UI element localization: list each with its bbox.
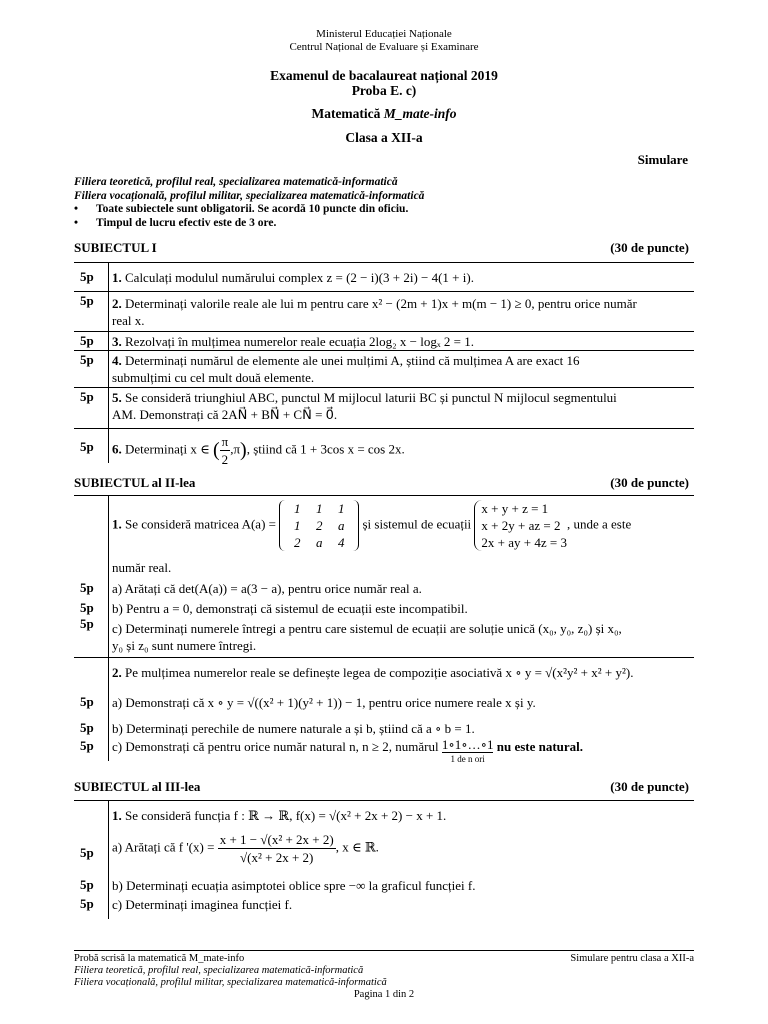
matrix-cell: 1 bbox=[316, 501, 323, 516]
rule-1-text: Toate subiectele sunt obligatorii. Se acordă 10 puncte din oficiu. bbox=[96, 203, 409, 215]
points-5: 5p bbox=[80, 389, 94, 404]
s3-q1a-end: , x ∈ ℝ. bbox=[335, 839, 379, 855]
s1-q6: 6. Determinați x ∈ ( $\frac{\pi}{2}$ ,π), știind că 1 + 3cos x = cos 2x. bbox=[112, 434, 405, 467]
points-1: 5p bbox=[80, 269, 94, 284]
matrix-cell: 1 bbox=[338, 501, 345, 516]
points-2: 5p bbox=[80, 293, 94, 308]
footer-filiera-1: Filiera teoretică, profilul real, specializarea matematică-informatică bbox=[74, 965, 364, 976]
footer-exam: Probă scrisă la matematică M_mate-info bbox=[74, 953, 245, 964]
s1-q3-text: Rezolvați în mulțimea numerelor reale ecuația 2log₂ x − logₓ 2 = 1. bbox=[125, 334, 474, 349]
exam-subject bbox=[0, 106, 768, 122]
matrix-cell: a bbox=[316, 535, 323, 550]
points-3: 5p bbox=[80, 333, 94, 348]
filiera-2: Filiera vocațională, profilul militar, specializarea matematică-informatică bbox=[74, 189, 425, 202]
exam-info bbox=[74, 176, 424, 230]
section-3-heading bbox=[74, 779, 689, 795]
divider bbox=[74, 331, 694, 332]
divider bbox=[74, 291, 694, 292]
section-1-points: (30 de puncte) bbox=[610, 240, 689, 255]
divider bbox=[74, 350, 694, 351]
system-equation: x + 2y + az = 2 bbox=[481, 518, 561, 533]
system-equation: 2x + ay + 4z = 3 bbox=[481, 535, 567, 550]
page-number: Pagina 1 din 2 bbox=[353, 989, 415, 1000]
rule-1: • Toate subiectele sunt obligatorii. Se acordă 10 puncte din oficiu. bbox=[74, 203, 409, 215]
s2-q1: 1. Se consideră matricea A(a) = 1 1 1 1 2 a 2 a 4 și sistemul de ecuații x + y + z = 1 x + 2y + az = 2 2x + ay + 4z = 3, unde a este bbox=[112, 501, 632, 550]
subject-label: Matematică bbox=[311, 106, 384, 121]
exam-class: Clasa a XII-a bbox=[345, 130, 423, 145]
s2-q1b: b) Pentru a = 0, demonstrați că sistemul de ecuații este incompatibil. bbox=[112, 601, 468, 616]
points-4: 5p bbox=[80, 352, 94, 367]
center-name: Centrul Național de Evaluare și Examinare bbox=[289, 41, 479, 53]
s2-q2c-end: nu este natural. bbox=[496, 739, 584, 754]
composition-chain: 1∘1∘…∘1 bbox=[441, 737, 494, 752]
s2-q1-intro: Se consideră matricea A(a) = bbox=[125, 516, 276, 532]
s1-q2: 2. Determinați valorile reale ale lui m pentru care x² − (2m + 1)x + m(m − 1) ≥ 0, pentru orice număr real x. bbox=[112, 296, 637, 328]
simulation-label: Simulare bbox=[637, 152, 688, 167]
points-3-1a: 5p bbox=[80, 845, 94, 860]
rule-2-text: Timpul de lucru efectiv este de 3 ore. bbox=[96, 216, 277, 229]
matrix-cell: 1 bbox=[294, 518, 301, 533]
s3-q1: 1. Se consideră funcția f : ℝ → ℝ, f(x) = √(x² + 2x + 2) − x + 1. bbox=[112, 808, 447, 823]
matrix-cell: 2 bbox=[294, 535, 301, 550]
s1-q1-text: Calculați modulul numărului complex z = (2 − i)(3 + 2i) − 4(1 + i). bbox=[125, 270, 474, 285]
section-3-title: SUBIECTUL al III-lea bbox=[74, 779, 201, 794]
section-3-box bbox=[74, 800, 694, 919]
matrix-a bbox=[279, 500, 359, 551]
filiera-1: Filiera teoretică, profilul real, specializarea matematică-informatică bbox=[74, 176, 398, 188]
section-2-points: (30 de puncte) bbox=[610, 475, 689, 490]
page-header bbox=[0, 28, 768, 54]
section-2-box bbox=[74, 495, 694, 764]
exam-title: Examenul de bacalaureat național 2019 bbox=[270, 68, 498, 83]
section-3-points: (30 de puncte) bbox=[610, 779, 689, 794]
s3-q1-text: Se consideră funcția f : ℝ → ℝ, f(x) = √(x² + 2x + 2) − x + 1. bbox=[125, 808, 447, 823]
composition-expression bbox=[442, 738, 494, 766]
divider bbox=[74, 387, 694, 388]
matrix-cell: 4 bbox=[338, 535, 345, 550]
s1-q2-text-cont: real x. bbox=[112, 313, 145, 328]
s2-q1-mid: și sistemul de ecuații bbox=[362, 516, 472, 532]
exam-proba: Proba E. c) bbox=[351, 83, 417, 98]
s3-q1b: b) Determinați ecuația asimptotei oblice spre −∞ la graficul funcției f. bbox=[112, 878, 476, 893]
s1-q6-text: Determinați x ∈ bbox=[125, 441, 210, 457]
s1-q3: 3. Rezolvați în mulțimea numerelor reale ecuația 2log₂ x − logₓ 2 = 1. bbox=[112, 334, 474, 349]
s1-q4: 4. Determinați numărul de elemente ale unei mulțimi A, știind că mulțimea A are exact 16 submulțimi cu cel mult două elemente. bbox=[112, 353, 580, 385]
s2-q1a: a) Arătați că det(A(a)) = a(3 − a), pentru orice număr real a. bbox=[112, 581, 422, 596]
s2-q2c-text: c) Demonstrați că pentru orice număr natural n, n ≥ 2, numărul bbox=[112, 739, 439, 754]
s2-q1c-text-cont: y₀ și z₀ sunt numere întregi. bbox=[112, 638, 257, 653]
divider bbox=[74, 428, 694, 429]
s2-q2: 2. Pe mulțimea numerelor reale se definește legea de compoziție asociativă x ∘ y = √(x²y² + x² + y²). bbox=[112, 665, 634, 680]
s1-q2-text: Determinați valorile reale ale lui m pentru care x² − (2m + 1)x + m(m − 1) ≥ 0, pentru orice număr bbox=[125, 296, 637, 311]
s2-q1c bbox=[112, 620, 692, 654]
s1-q4-text-cont: submulțimi cu cel mult două elemente. bbox=[112, 370, 315, 385]
ministry-name: Ministerul Educației Naționale bbox=[316, 28, 452, 40]
fraction-den: 2 bbox=[221, 452, 229, 467]
section-1-title: SUBIECTUL I bbox=[74, 240, 157, 255]
footer-filiera-2: Filiera vocațională, profilul militar, specializarea matematică-informatică bbox=[74, 977, 387, 988]
pi-half-fraction bbox=[220, 433, 231, 468]
subject-profile: M_mate-info bbox=[383, 106, 457, 121]
footer-simulation: Simulare pentru clasa a XII-a bbox=[570, 953, 694, 964]
s2-q1c-text: c) Determinați numerele întregi a pentru care sistemul de ecuații are soluție unică (x₀, y₀, z₀) și x₀, bbox=[112, 621, 622, 636]
rule-2: • Timpul de lucru efectiv este de 3 ore. bbox=[74, 216, 277, 229]
composition-count: 1 de n ori bbox=[450, 754, 485, 764]
matrix-cell: 2 bbox=[316, 518, 323, 533]
fraction-num: π bbox=[221, 434, 229, 449]
derivative-fraction bbox=[218, 831, 336, 866]
points-6: 5p bbox=[80, 439, 94, 454]
section-1-box bbox=[74, 262, 694, 467]
section-1-heading bbox=[74, 240, 689, 256]
s3-q1a-text: a) Arătați că f '(x) = bbox=[112, 839, 215, 855]
points-2-2c: 5p bbox=[80, 738, 94, 753]
s1-q4-text: Determinați numărul de elemente ale unei mulțimi A, știind că mulțimea A are exact 16 bbox=[125, 353, 580, 368]
section-2-title: SUBIECTUL al II-lea bbox=[74, 475, 196, 490]
points-2-1c: 5p bbox=[80, 616, 94, 631]
fraction-den: √(x² + 2x + 2) bbox=[240, 850, 314, 865]
system-equation: x + y + z = 1 bbox=[481, 501, 549, 516]
s2-q1-tail: număr real. bbox=[112, 560, 172, 575]
s3-q1c: c) Determinați imaginea funcției f. bbox=[112, 897, 293, 912]
s2-q2c bbox=[112, 738, 692, 766]
section-2-heading bbox=[74, 475, 689, 491]
equation-system bbox=[474, 500, 567, 551]
s1-q5-text-cont: AM. Demonstrați că 2AN⃗ + BN⃗ + CN⃗ = 0⃗. bbox=[112, 407, 338, 422]
s1-q5-text: Se consideră triunghiul ABC, punctul M mijlocul laturii BC și punctul N mijlocul segmentului bbox=[125, 390, 617, 405]
s1-q1: 1. Calculați modulul numărului complex z = (2 − i)(3 + 2i) − 4(1 + i). bbox=[112, 270, 474, 285]
points-2-2a: 5p bbox=[80, 694, 94, 709]
matrix-cell: a bbox=[338, 518, 345, 533]
points-2-2b: 5p bbox=[80, 720, 94, 735]
s2-q2-text: Pe mulțimea numerelor reale se definește legea de compoziție asociativă x ∘ y = √(x²y² + x² + y²). bbox=[125, 665, 634, 680]
page-footer bbox=[74, 950, 694, 1001]
fraction-num: x + 1 − √(x² + 2x + 2) bbox=[219, 832, 334, 847]
divider bbox=[74, 657, 694, 658]
points-3-1b: 5p bbox=[80, 877, 94, 892]
s3-q1a bbox=[112, 831, 692, 866]
points-2-1a: 5p bbox=[80, 580, 94, 595]
points-3-1c: 5p bbox=[80, 896, 94, 911]
s2-q2b: b) Determinați perechile de numere naturale a și b, știind că a ∘ b = 1. bbox=[112, 721, 475, 736]
s1-q6-text-cont: , știind că 1 + 3cos x = cos 2x. bbox=[246, 441, 405, 457]
s2-q1-end: , unde a este bbox=[566, 516, 632, 532]
s1-q5: 5. Se consideră triunghiul ABC, punctul M mijlocul laturii BC și punctul N mijlocul segmentului AM. Demonstrați că 2AN⃗ + BN⃗ + CN⃗ = 0⃗. bbox=[112, 390, 617, 422]
s2-q2a: a) Demonstrați că x ∘ y = √((x² + 1)(y² + 1)) − 1, pentru orice numere reale x și y. bbox=[112, 695, 536, 710]
points-2-1b: 5p bbox=[80, 600, 94, 615]
pi-symbol: π bbox=[233, 441, 241, 457]
matrix-cell: 1 bbox=[294, 501, 301, 516]
